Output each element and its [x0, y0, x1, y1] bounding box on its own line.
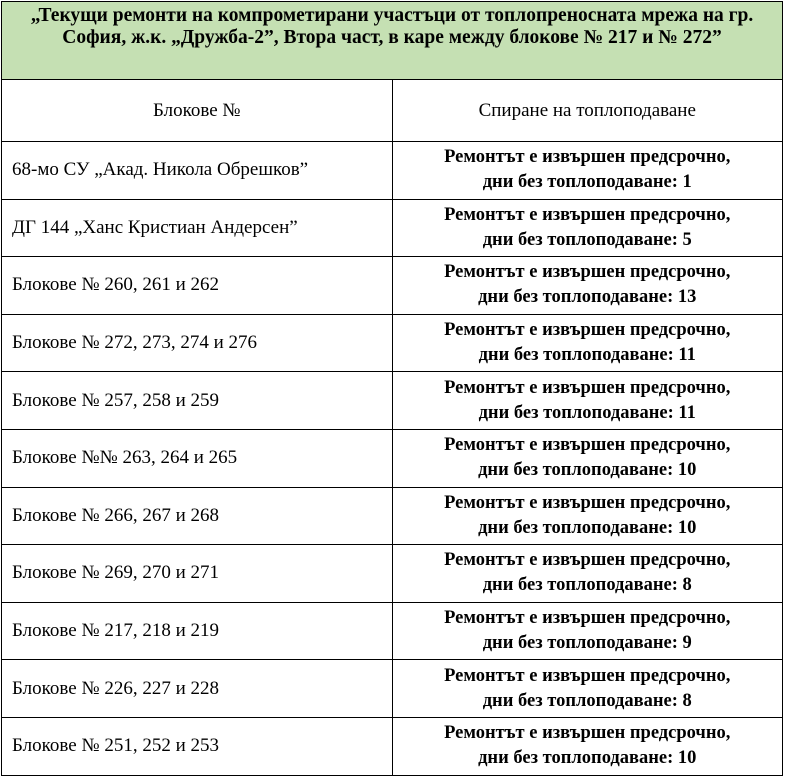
- heating-status-cell: [392, 372, 783, 430]
- site-name-cell: ДГ 144 „Ханс Кристиан Андерсен”: [2, 199, 393, 257]
- heating-status-cell: [392, 429, 783, 487]
- heating-status-cell: [392, 545, 783, 603]
- heating-status-cell: [392, 717, 783, 775]
- table-row: [2, 372, 783, 430]
- days-without-heating-text: дни без топлоподаване: 11: [478, 345, 696, 366]
- repair-status-text: Ремонтът е извършен предсрочно,: [444, 723, 731, 744]
- repair-status-text: Ремонтът е извършен предсрочно,: [444, 608, 731, 629]
- table-row: [2, 429, 783, 487]
- column-header-blocks: Блокове №: [2, 80, 393, 142]
- days-without-heating-text: дни без топлоподаване: 5: [482, 229, 692, 250]
- days-without-heating-text: дни без топлоподаване: 11: [478, 402, 696, 423]
- title-row: [2, 2, 783, 80]
- days-without-heating-text: дни без топлоподаване: 10: [478, 748, 697, 769]
- site-name-cell: 68-мо СУ „Акад. Никола Обрешков”: [2, 142, 393, 200]
- repair-status-text: Ремонтът е извършен предсрочно,: [444, 377, 731, 398]
- heating-status-cell: [392, 602, 783, 660]
- repair-status-text: Ремонтът е извършен предсрочно,: [444, 665, 731, 686]
- heating-status-cell: [392, 314, 783, 372]
- site-name-cell: Блокове №№ 263, 264 и 265: [2, 429, 393, 487]
- repair-status-text: Ремонтът е извършен предсрочно,: [444, 262, 731, 283]
- site-name-cell: Блокове № 226, 227 и 228: [2, 660, 393, 718]
- heating-status-cell: [392, 660, 783, 718]
- header-row: [2, 80, 783, 142]
- days-without-heating-text: дни без топлоподаване: 10: [478, 517, 697, 538]
- site-name-cell: Блокове № 269, 270 и 271: [2, 545, 393, 603]
- repair-status-text: Ремонтът е извършен предсрочно,: [444, 550, 731, 571]
- site-name-cell: Блокове № 260, 261 и 262: [2, 257, 393, 315]
- heating-status-cell: [392, 487, 783, 545]
- repair-status-text: Ремонтът е извършен предсрочно,: [444, 204, 731, 225]
- table-row: [2, 142, 783, 200]
- site-name-cell: Блокове № 272, 273, 274 и 276: [2, 314, 393, 372]
- repair-status-text: Ремонтът е извършен предсрочно,: [444, 320, 731, 341]
- heating-status-cell: [392, 199, 783, 257]
- site-name-cell: Блокове № 251, 252 и 253: [2, 717, 393, 775]
- repair-status-text: Ремонтът е извършен предсрочно,: [444, 492, 731, 513]
- table-row: [2, 314, 783, 372]
- repairs-table: [1, 1, 783, 776]
- table-body: [2, 2, 783, 776]
- table-row: [2, 257, 783, 315]
- table-row: [2, 199, 783, 257]
- table-row: [2, 660, 783, 718]
- repair-status-text: Ремонтът е извършен предсрочно,: [444, 435, 731, 456]
- heating-status-cell: [392, 257, 783, 315]
- days-without-heating-text: дни без топлоподаване: 8: [482, 690, 692, 711]
- table-row: [2, 545, 783, 603]
- column-header-heating-stop: Спиране на топлоподаване: [392, 80, 783, 142]
- days-without-heating-text: дни без топлоподаване: 13: [478, 287, 697, 308]
- repair-status-text: Ремонтът е извършен предсрочно,: [444, 147, 731, 168]
- heating-status-cell: [392, 142, 783, 200]
- site-name-cell: Блокове № 257, 258 и 259: [2, 372, 393, 430]
- table-row: [2, 717, 783, 775]
- days-without-heating-text: дни без топлоподаване: 10: [478, 460, 697, 481]
- table-row: [2, 602, 783, 660]
- days-without-heating-text: дни без топлоподаване: 1: [482, 172, 692, 193]
- site-name-cell: Блокове № 266, 267 и 268: [2, 487, 393, 545]
- table-row: [2, 487, 783, 545]
- days-without-heating-text: дни без топлоподаване: 8: [482, 575, 692, 596]
- site-name-cell: Блокове № 217, 218 и 219: [2, 602, 393, 660]
- table-title: „Текущи ремонти на компрометирани участъци от топлопреносната мрежа на гр. София, ж.к. „Дружба-2”, Втора част, в каре между блокове № 217 и № 272”: [2, 2, 783, 80]
- days-without-heating-text: дни без топлоподаване: 9: [482, 633, 692, 654]
